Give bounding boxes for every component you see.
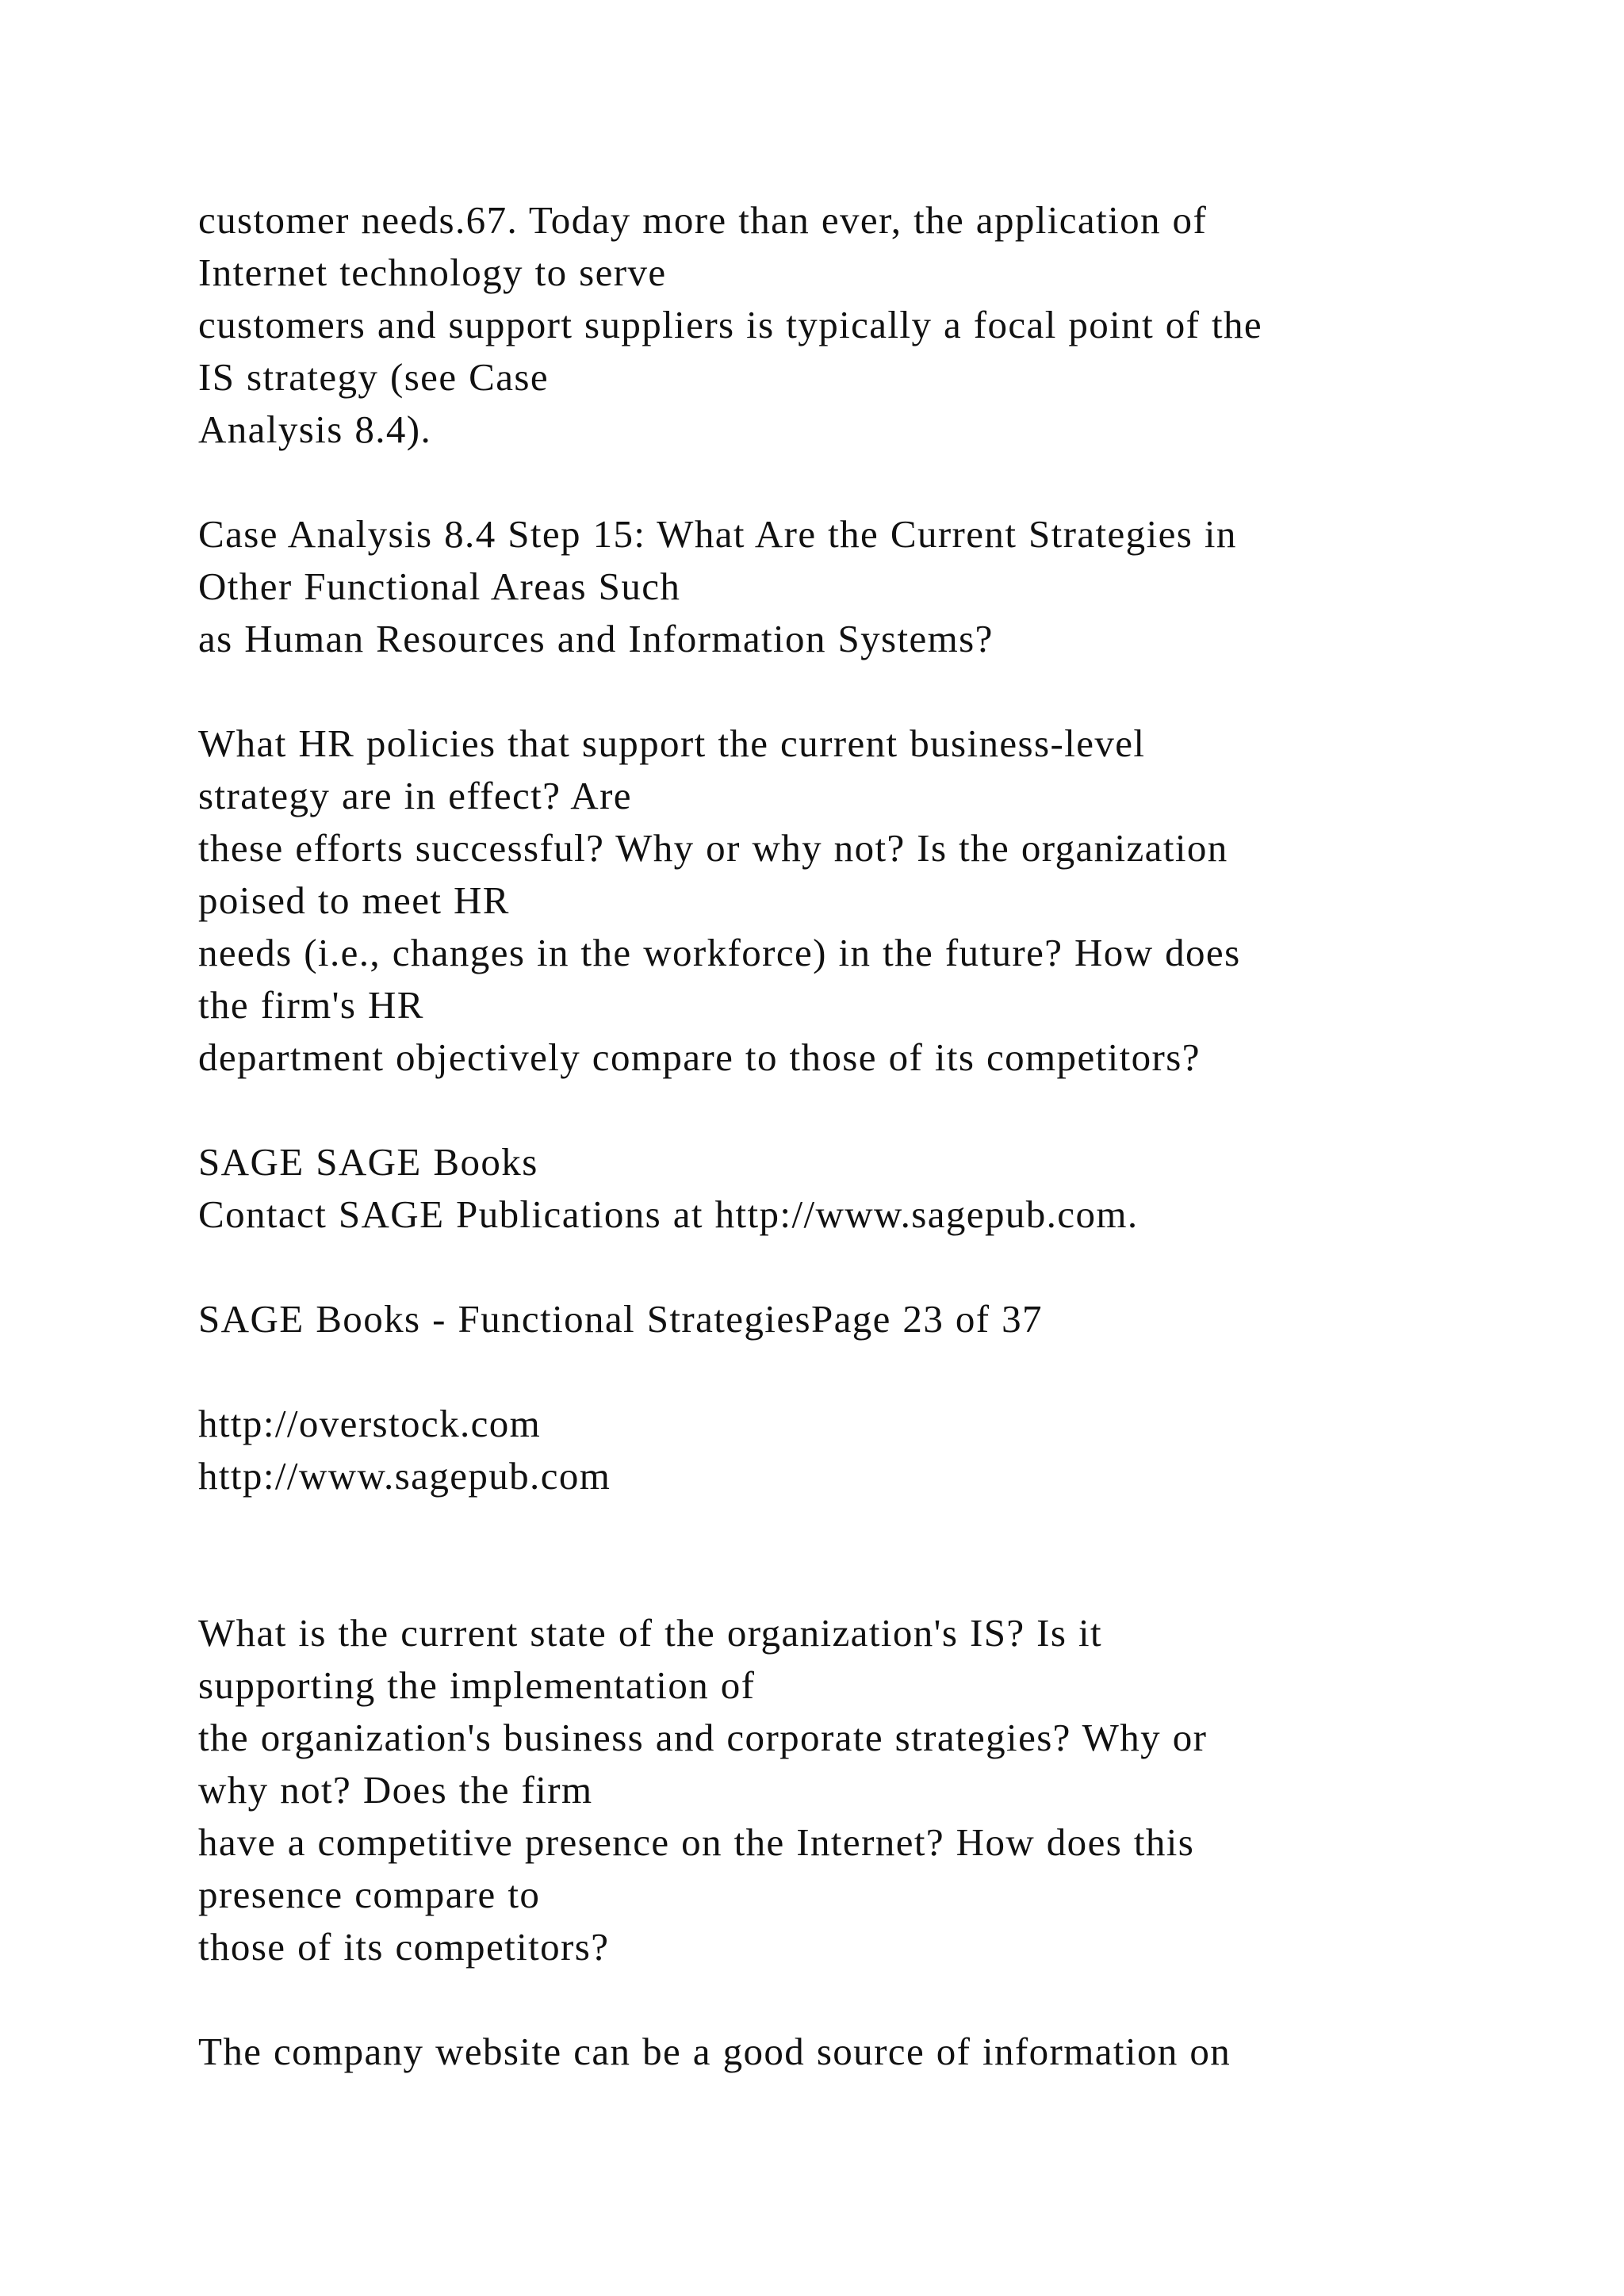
text-line: Contact SAGE Publications at http://www.sagepub.com. — [198, 1192, 1139, 1236]
case-analysis-heading — [198, 508, 1546, 665]
paragraph-gap — [198, 1973, 1546, 2026]
paragraph-is-state — [198, 1607, 1546, 1973]
text-line: strategy are in effect? Are — [198, 774, 632, 817]
publisher-contact — [198, 1136, 1546, 1241]
text-line: Case Analysis 8.4 Step 15: What Are the Current Strategies in — [198, 512, 1237, 556]
text-line: department objectively compare to those of its competitors? — [198, 1035, 1201, 1079]
document-body — [198, 194, 1546, 2078]
text-line: Other Functional Areas Such — [198, 564, 681, 608]
url-text: http://overstock.com — [198, 1402, 542, 1445]
page-footer — [198, 1293, 1546, 1345]
text-line: needs (i.e., changes in the workforce) in the future? How does — [198, 931, 1241, 974]
text-line: have a competitive presence on the Internet? How does this — [198, 1820, 1195, 1864]
paragraph-gap — [198, 1241, 1546, 1293]
paragraph-gap — [198, 456, 1546, 508]
link-list — [198, 1398, 1546, 1502]
paragraph-gap — [198, 1345, 1546, 1398]
text-line: customers and support suppliers is typically a focal point of the — [198, 303, 1263, 346]
text-line: SAGE SAGE Books — [198, 1140, 538, 1184]
text-line: those of its competitors? — [198, 1925, 610, 1969]
text-line: supporting the implementation of — [198, 1663, 756, 1707]
text-line: presence compare to — [198, 1873, 541, 1916]
paragraph-gap — [198, 665, 1546, 718]
paragraph-company-website — [198, 2026, 1546, 2078]
page-number-line: SAGE Books - Functional StrategiesPage 23 of 37 — [198, 1297, 1043, 1341]
text-line: poised to meet HR — [198, 878, 510, 922]
text-line: What is the current state of the organization's IS? Is it — [198, 1611, 1103, 1655]
text-line: the firm's HR — [198, 983, 424, 1027]
text-line: customer needs.67. Today more than ever, the application of — [198, 198, 1208, 242]
paragraph-intro — [198, 194, 1546, 456]
text-line: these efforts successful? Why or why not? Is the organization — [198, 826, 1228, 870]
url-text: http://www.sagepub.com — [198, 1454, 611, 1498]
text-line: IS strategy (see Case — [198, 355, 549, 399]
paragraph-hr-policies — [198, 718, 1546, 1084]
text-line: as Human Resources and Information Systems? — [198, 617, 994, 660]
text-line: why not? Does the firm — [198, 1768, 593, 1812]
text-line: The company website can be a good source of information on — [198, 2030, 1231, 2073]
paragraph-gap — [198, 1084, 1546, 1136]
text-line: Analysis 8.4). — [198, 408, 432, 451]
text-line: What HR policies that support the current business-level — [198, 721, 1146, 765]
text-line: the organization's business and corporate strategies? Why or — [198, 1716, 1208, 1759]
paragraph-gap — [198, 1502, 1546, 1607]
text-line: Internet technology to serve — [198, 251, 667, 294]
